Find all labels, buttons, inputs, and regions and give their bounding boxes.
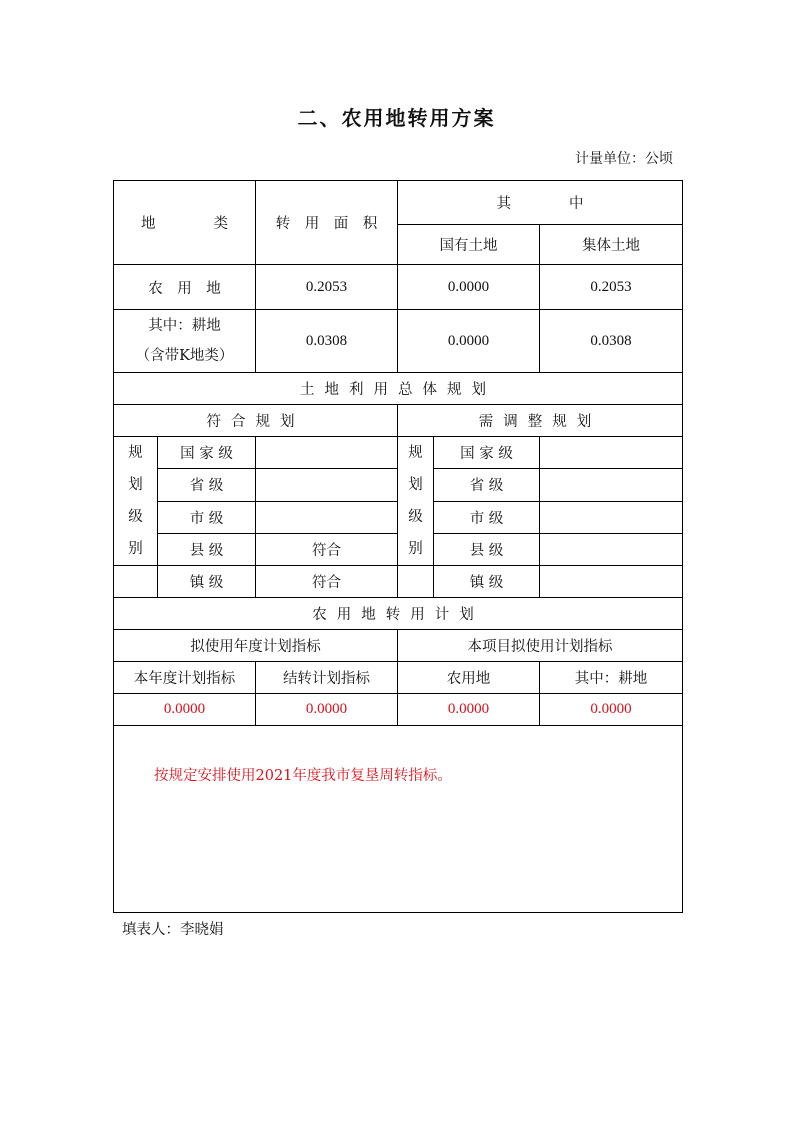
- adjust-level-national: 国 家 级: [434, 437, 540, 469]
- adjust-planning-header: 需调整规划: [398, 405, 683, 437]
- conversion-plan-title: 农用地转用计划: [114, 598, 683, 630]
- note-cell: [114, 726, 683, 913]
- adjust-level-city: 市 级: [434, 501, 540, 533]
- conform-level-national: 国 家 级: [158, 437, 256, 469]
- farmland-value: 0.0000: [398, 694, 540, 726]
- row-cultivated-state: 0.0000: [398, 310, 540, 373]
- conform-value-town: 符合: [256, 566, 398, 598]
- table-row: [114, 265, 683, 310]
- vert-char: 别: [408, 541, 423, 557]
- row-farmland-area: 0.2053: [256, 265, 398, 310]
- project-proposed-header: 本项目拟使用计划指标: [398, 630, 683, 662]
- row-cultivated-label-line1: 其中：耕地: [148, 318, 221, 334]
- adjust-value-provincial: [540, 469, 683, 501]
- this-year-header: 本年度计划指标: [114, 662, 256, 694]
- row-farmland-label: 农 用 地: [114, 265, 256, 310]
- header-collective-land: 集体土地: [540, 225, 683, 265]
- planning-level-vertical-label-right: [398, 437, 434, 566]
- adjust-value-town: [540, 566, 683, 598]
- vert-char: 级: [408, 509, 423, 525]
- conform-level-town: 镇 级: [158, 566, 256, 598]
- adjust-level-spacer: [398, 566, 434, 598]
- adjust-level-town: 镇 级: [434, 566, 540, 598]
- note-text: 按规定安排使用2021年度我市复垦周转指标。: [154, 768, 452, 784]
- conform-value-provincial: [256, 469, 398, 501]
- row-cultivated-label-line2: （含带K地类）: [135, 348, 234, 364]
- adjust-level-county: 县 级: [434, 533, 540, 565]
- conform-level-spacer: [114, 566, 158, 598]
- row-cultivated-collective: 0.0308: [540, 310, 683, 373]
- header-state-land: 国有土地: [398, 225, 540, 265]
- conversion-form-table: [113, 180, 683, 913]
- table-row: [114, 310, 683, 373]
- header-land-type: 地 类: [114, 181, 256, 265]
- carryover-header: 结转计划指标: [256, 662, 398, 694]
- page-title: 二、农用地转用方案: [297, 106, 496, 130]
- conform-value-national: [256, 437, 398, 469]
- conform-planning-header: 符合规划: [114, 405, 398, 437]
- this-year-value: 0.0000: [114, 694, 256, 726]
- planning-level-vertical-label-left: [114, 437, 158, 566]
- cultivated-header: 其中：耕地: [540, 662, 683, 694]
- conform-level-county: 县 级: [158, 533, 256, 565]
- proposed-annual-header: 拟使用年度计划指标: [114, 630, 398, 662]
- adjust-value-national: [540, 437, 683, 469]
- header-of-which: 其 中: [398, 181, 683, 225]
- conform-level-provincial: 省 级: [158, 469, 256, 501]
- adjust-value-city: [540, 501, 683, 533]
- farmland-header: 农用地: [398, 662, 540, 694]
- unit-label: 计量单位：公顷: [575, 151, 673, 167]
- conform-level-city: 市 级: [158, 501, 256, 533]
- filler-signature: 填表人：李晓娟: [122, 922, 224, 938]
- conform-value-county: 符合: [256, 533, 398, 565]
- row-farmland-state: 0.0000: [398, 265, 540, 310]
- adjust-value-county: [540, 533, 683, 565]
- planning-title: 土地利用总体规划: [114, 373, 683, 405]
- adjust-level-provincial: 省 级: [434, 469, 540, 501]
- vert-char: 规: [128, 445, 143, 461]
- row-cultivated-area: 0.0308: [256, 310, 398, 373]
- vert-char: 级: [128, 509, 143, 525]
- table-row: [114, 694, 683, 726]
- vert-char: 规: [408, 445, 423, 461]
- vert-char: 划: [128, 477, 143, 493]
- vert-char: 划: [408, 477, 423, 493]
- conform-value-city: [256, 501, 398, 533]
- cultivated-value: 0.0000: [540, 694, 683, 726]
- row-cultivated-label: [114, 310, 256, 373]
- row-farmland-collective: 0.2053: [540, 265, 683, 310]
- carryover-value: 0.0000: [256, 694, 398, 726]
- vert-char: 别: [128, 541, 143, 557]
- header-area: 转 用 面 积: [256, 181, 398, 265]
